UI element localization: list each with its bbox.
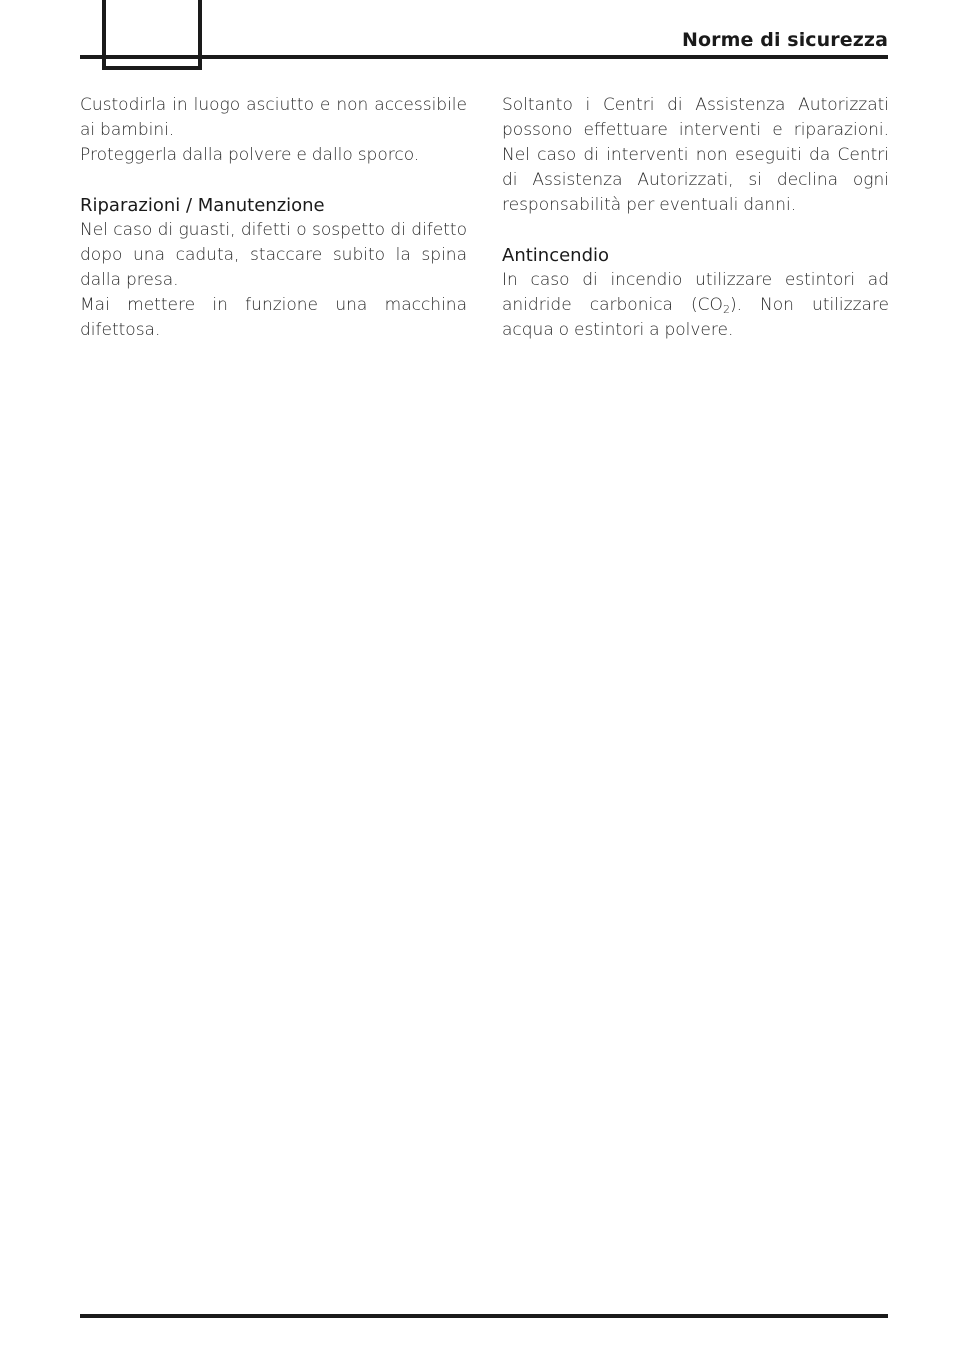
left-column: [80, 93, 467, 343]
fire-heading: Antincendio: [502, 245, 610, 266]
co2-subscript: 2: [722, 303, 730, 316]
fire-text-end: ). Non utilizzare acqua o estintori a polvere.: [502, 295, 889, 340]
paragraph-gap: [80, 168, 467, 193]
storage-paragraph: Custodirla in luogo asciutto e non accessibile ai bambini.: [80, 95, 467, 140]
repairs-heading: Riparazioni / Manutenzione: [80, 195, 325, 216]
fire-text-start: In caso di incendio utilizzare estintori ad anidride carbonica (CO: [502, 270, 889, 315]
right-column: [502, 93, 889, 343]
service-centers-paragraph: Soltanto i Centri di Assistenza Autorizzati possono effettuare interventi e riparazioni. Nel caso di interventi non eseguiti da Centri di Assistenza Autorizzati, si declina ogni responsabilità per eventuali danni.: [502, 95, 889, 215]
section-title: Norme di sicurezza: [682, 29, 888, 51]
footer-rule: [80, 1314, 888, 1318]
paragraph-gap: [502, 218, 889, 243]
fire-paragraph: [502, 268, 889, 343]
defective-machine-paragraph: Mai mettere in funzione una macchina difettosa.: [80, 295, 467, 340]
fault-paragraph: Nel caso di guasti, difetti o sospetto di difetto dopo una caduta, staccare subito la spina dalla presa.: [80, 220, 467, 290]
page-tab-marker: [102, 0, 202, 70]
header-rule: [80, 55, 888, 59]
dust-paragraph: Proteggerla dalla polvere e dallo sporco.: [80, 145, 420, 165]
